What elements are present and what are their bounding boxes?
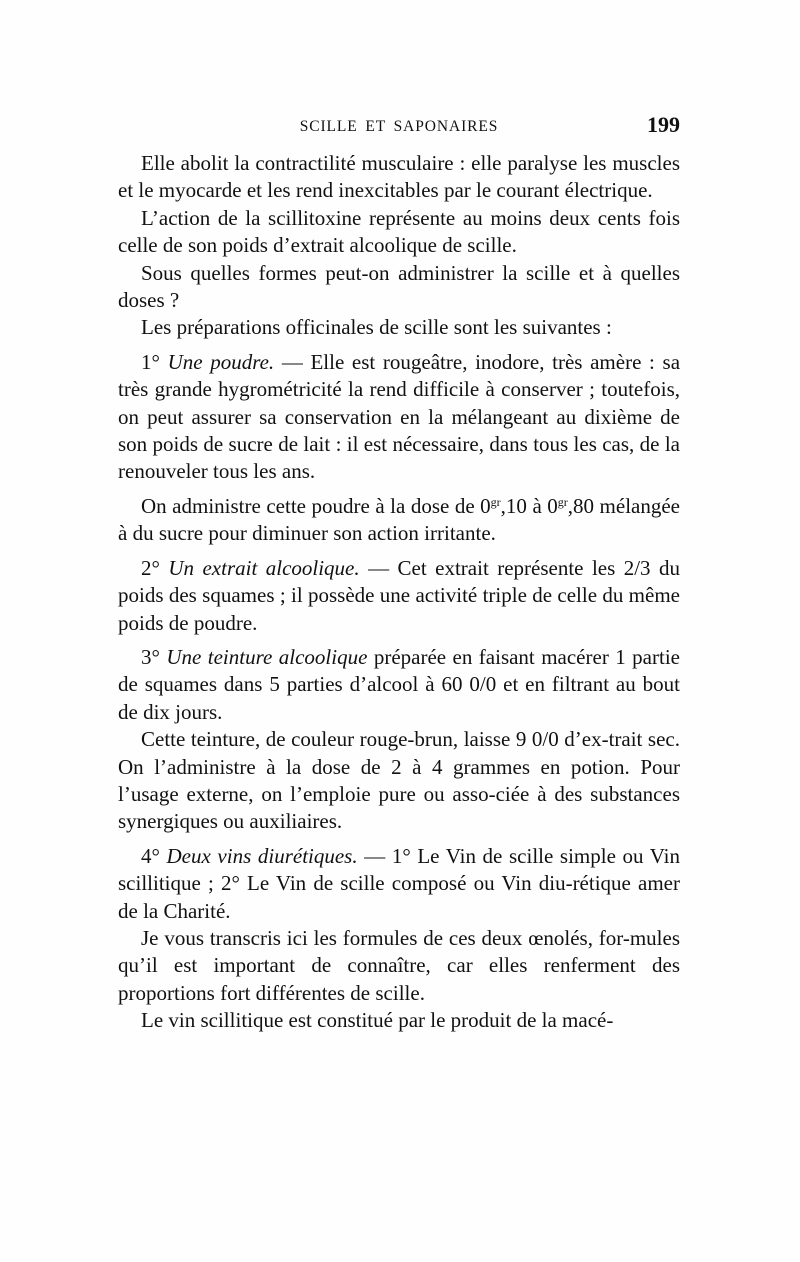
item-title: Un extrait alcoolique. (168, 555, 360, 580)
item-number: 4° (141, 843, 160, 868)
body-text (118, 150, 680, 1035)
numbered-paragraph (118, 555, 680, 637)
paragraph-text: — Elle est rougeâtre, inodore, très amère : sa très grande hygrométricité la rend difficile à conserver ; toutefois, on peut assurer sa conservation en la mélangeant au dixième de son poids de sucre de lait : il est nécessaire, dans tous les cas, de la renouveler tous les ans. (118, 349, 681, 484)
item-title: Une teinture alcoolique (166, 644, 368, 669)
numbered-paragraph (118, 349, 680, 486)
paragraph (118, 150, 680, 205)
dose-paragraph (118, 493, 680, 548)
paragraph (118, 260, 680, 315)
item-title: Une poudre. (167, 349, 275, 374)
dose-text-before: On administre cette poudre à la dose de 0 (141, 493, 491, 518)
dose-unit: gr (490, 494, 501, 509)
running-title: SCILLE ET SAPONAIRES (299, 118, 499, 135)
paragraph (118, 205, 680, 260)
item-number: 2° (141, 555, 160, 580)
paragraph-text: Je vous transcris ici les formules de ces deux œnolés, for-mules qu’il est important de connaître, car elles renferment des proportions fort différentes de scille. (118, 925, 680, 1005)
dose-text-after: ,80 mélangée à du sucre pour diminuer son action irritante. (118, 493, 680, 546)
numbered-paragraph (118, 644, 680, 726)
paragraph-text: préparée en faisant macérer 1 partie de squames dans 5 parties d’alcool à 60 0/0 et en filtrant au bout de dix jours. (118, 644, 680, 724)
item-number: 3° (141, 644, 160, 669)
paragraph-text: Sous quelles formes peut-on administrer la scille et à quelles doses ? (118, 260, 680, 313)
paragraph-text: L’action de la scillitoxine représente au moins deux cents fois celle de son poids d’extrait alcoolique de scille. (118, 205, 680, 258)
paragraph-text: Les préparations officinales de scille sont les suivantes : (141, 315, 612, 340)
dose-text-mid: ,10 à 0 (500, 493, 558, 518)
paragraph (118, 1007, 680, 1034)
item-title: Deux vins diurétiques. (166, 843, 358, 868)
paragraph-text: Le vin scillitique est constitué par le produit de la macé- (141, 1008, 614, 1033)
paragraph (118, 314, 680, 341)
item-number: 1° (141, 349, 160, 374)
paragraph (118, 726, 680, 836)
dose-unit: gr (557, 494, 568, 509)
page-number: 199 (647, 112, 680, 137)
paragraph-text: — 1° Le Vin de scille simple ou Vin scillitique ; 2° Le Vin de scille composé ou Vin diu-rétique amer de la Charité. (118, 843, 680, 923)
paragraph-text: Cette teinture, de couleur rouge-brun, laisse 9 0/0 d’ex-trait sec. On l’administre à la dose de 2 à 4 grammes en potion. Pour l’usage externe, on l’emploie pure ou asso-ciée à des substances synergiques ou auxiliaires. (118, 727, 680, 834)
paragraph (118, 925, 680, 1007)
paragraph-text: — Cet extrait représente les 2/3 du poids des squames ; il possède une activité triple de celle du même poids de poudre. (118, 555, 680, 635)
paragraph-text: Elle abolit la contractilité musculaire : elle paralyse les muscles et le myocarde et les rend inexcitables par le courant électrique. (118, 151, 680, 203)
running-head (118, 114, 680, 144)
numbered-paragraph (118, 843, 680, 925)
